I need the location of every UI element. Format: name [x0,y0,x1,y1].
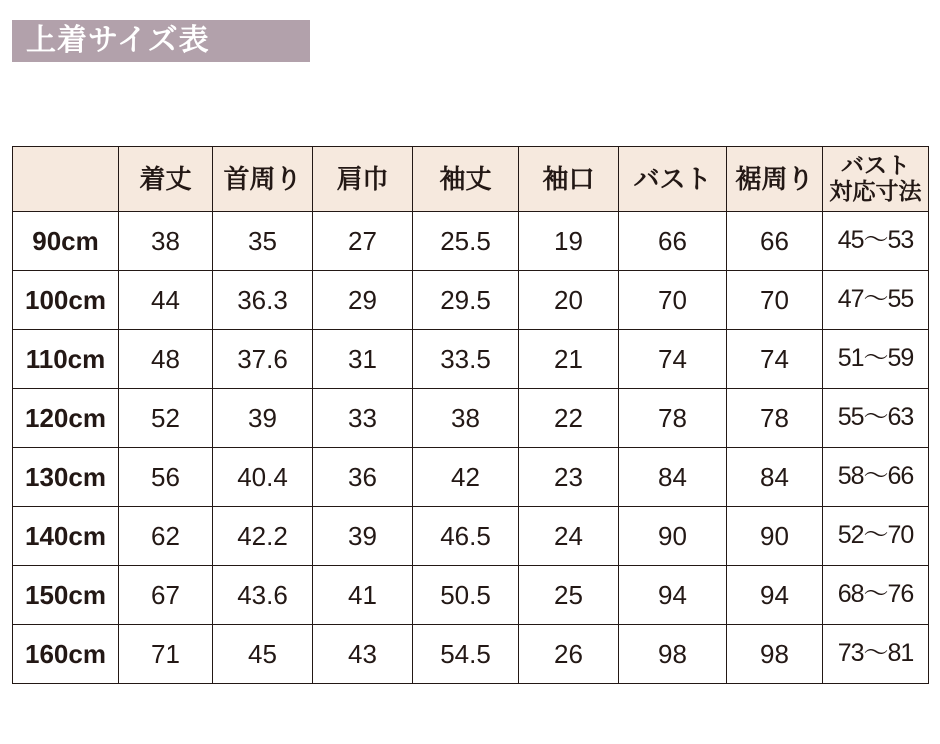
column-header-sleeve-length: 袖丈 [413,147,519,212]
size-table-container [12,146,928,684]
cell-cuff: 25 [519,566,619,625]
cell-cuff: 26 [519,625,619,684]
cell-length: 48 [119,330,213,389]
cell-hem: 70 [727,271,823,330]
cell-length: 38 [119,212,213,271]
cell-hem: 90 [727,507,823,566]
cell-bust-fit: 58〜66 [823,448,929,507]
cell-cuff: 20 [519,271,619,330]
cell-length: 62 [119,507,213,566]
cell-length: 44 [119,271,213,330]
cell-bust: 66 [619,212,727,271]
cell-shoulder: 39 [313,507,413,566]
table-row [13,566,929,625]
cell-shoulder: 36 [313,448,413,507]
column-header-bust-fit [823,147,929,212]
column-header-bust-fit-line2: 対応寸法 [829,178,922,204]
cell-bust-fit: 47〜55 [823,271,929,330]
cell-bust-fit: 45〜53 [823,212,929,271]
cell-sleeve-length: 54.5 [413,625,519,684]
column-header-cuff: 袖口 [519,147,619,212]
table-row [13,507,929,566]
cell-sleeve-length: 50.5 [413,566,519,625]
cell-length: 56 [119,448,213,507]
table-row [13,389,929,448]
cell-bust: 94 [619,566,727,625]
row-header-size: 150cm [13,566,119,625]
cell-hem: 94 [727,566,823,625]
cell-sleeve-length: 42 [413,448,519,507]
cell-shoulder: 43 [313,625,413,684]
row-header-size: 120cm [13,389,119,448]
cell-bust: 70 [619,271,727,330]
cell-length: 71 [119,625,213,684]
cell-shoulder: 27 [313,212,413,271]
column-header-shoulder: 肩巾 [313,147,413,212]
cell-sleeve-length: 46.5 [413,507,519,566]
cell-cuff: 23 [519,448,619,507]
cell-bust-fit: 52〜70 [823,507,929,566]
cell-shoulder: 29 [313,271,413,330]
cell-length: 52 [119,389,213,448]
cell-bust-fit: 55〜63 [823,389,929,448]
table-row [13,330,929,389]
page-title: 上着サイズ表 [26,24,210,57]
table-corner-cell [13,147,119,212]
cell-shoulder: 31 [313,330,413,389]
table-row [13,271,929,330]
cell-neck: 40.4 [213,448,313,507]
table-row [13,448,929,507]
table-header [13,147,929,212]
cell-neck: 42.2 [213,507,313,566]
cell-shoulder: 33 [313,389,413,448]
column-header-bust: バスト [619,147,727,212]
cell-bust: 98 [619,625,727,684]
cell-bust: 84 [619,448,727,507]
cell-hem: 74 [727,330,823,389]
cell-hem: 84 [727,448,823,507]
page-title-banner [12,20,310,62]
cell-bust: 90 [619,507,727,566]
cell-sleeve-length: 33.5 [413,330,519,389]
row-header-size: 100cm [13,271,119,330]
cell-neck: 35 [213,212,313,271]
cell-cuff: 22 [519,389,619,448]
column-header-length: 着丈 [119,147,213,212]
cell-hem: 78 [727,389,823,448]
size-table [12,146,929,684]
cell-bust: 78 [619,389,727,448]
cell-sleeve-length: 29.5 [413,271,519,330]
table-row [13,212,929,271]
cell-bust-fit: 73〜81 [823,625,929,684]
cell-bust-fit: 68〜76 [823,566,929,625]
cell-sleeve-length: 38 [413,389,519,448]
cell-cuff: 19 [519,212,619,271]
cell-cuff: 24 [519,507,619,566]
cell-sleeve-length: 25.5 [413,212,519,271]
row-header-size: 90cm [13,212,119,271]
table-row [13,625,929,684]
table-header-row [13,147,929,212]
cell-bust: 74 [619,330,727,389]
row-header-size: 130cm [13,448,119,507]
cell-neck: 39 [213,389,313,448]
row-header-size: 110cm [13,330,119,389]
cell-bust-fit: 51〜59 [823,330,929,389]
cell-cuff: 21 [519,330,619,389]
cell-length: 67 [119,566,213,625]
cell-neck: 43.6 [213,566,313,625]
cell-neck: 45 [213,625,313,684]
row-header-size: 160cm [13,625,119,684]
column-header-bust-fit-line1: バスト [841,152,910,179]
cell-hem: 66 [727,212,823,271]
column-header-hem: 裾周り [727,147,823,212]
cell-shoulder: 41 [313,566,413,625]
cell-neck: 37.6 [213,330,313,389]
table-body [13,212,929,684]
cell-hem: 98 [727,625,823,684]
column-header-neck: 首周り [213,147,313,212]
cell-neck: 36.3 [213,271,313,330]
row-header-size: 140cm [13,507,119,566]
